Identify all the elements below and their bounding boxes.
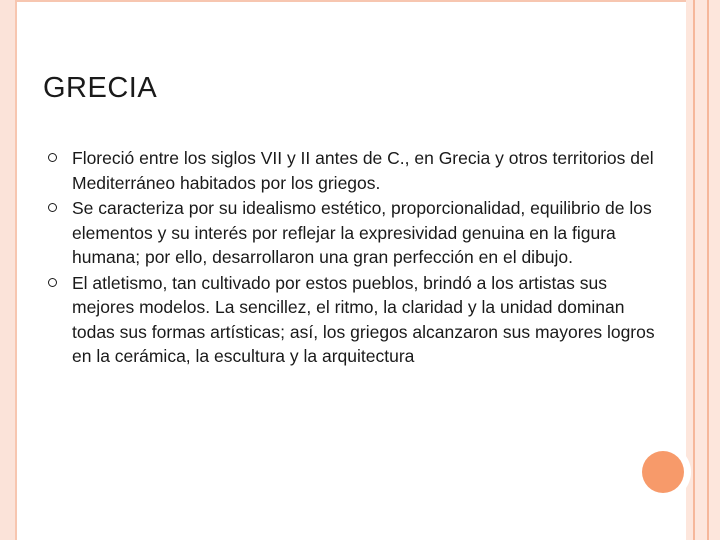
list-item xyxy=(48,271,668,369)
bullet-text: Se caracteriza por su idealismo estético, proporcionalidad, equilibrio de los elementos y su interés por reflejar la expresividad genuina en la figura humana; por ello, desarrollaron una gran perfección en el dibujo. xyxy=(72,198,652,267)
right-decorative-band xyxy=(686,0,720,540)
bullet-text: Floreció entre los siglos VII y II antes de C., en Grecia y otros territorios del Mediterráneo habitados por los griegos. xyxy=(72,148,654,193)
top-border-line xyxy=(17,0,717,2)
right-band-line xyxy=(707,0,709,540)
slide-title: GRECIA xyxy=(43,72,158,104)
right-band-line xyxy=(693,0,695,540)
circle-bullet-icon xyxy=(48,203,57,212)
left-border-band xyxy=(0,0,15,540)
decorative-circle-icon xyxy=(642,451,684,493)
circle-bullet-icon xyxy=(48,278,57,287)
bullet-text: El atletismo, tan cultivado por estos pueblos, brindó a los artistas sus mejores modelos. La sencillez, el ritmo, la claridad y la unidad dominan todas sus formas artísticas; así, los griegos alcanzaron sus mayores logros en la cerámica, la escultura y la arquitectura xyxy=(72,272,655,366)
left-border-line xyxy=(15,0,17,540)
bullet-list xyxy=(48,146,668,370)
circle-bullet-icon xyxy=(48,153,57,162)
list-item xyxy=(48,146,668,195)
list-item xyxy=(48,196,668,270)
